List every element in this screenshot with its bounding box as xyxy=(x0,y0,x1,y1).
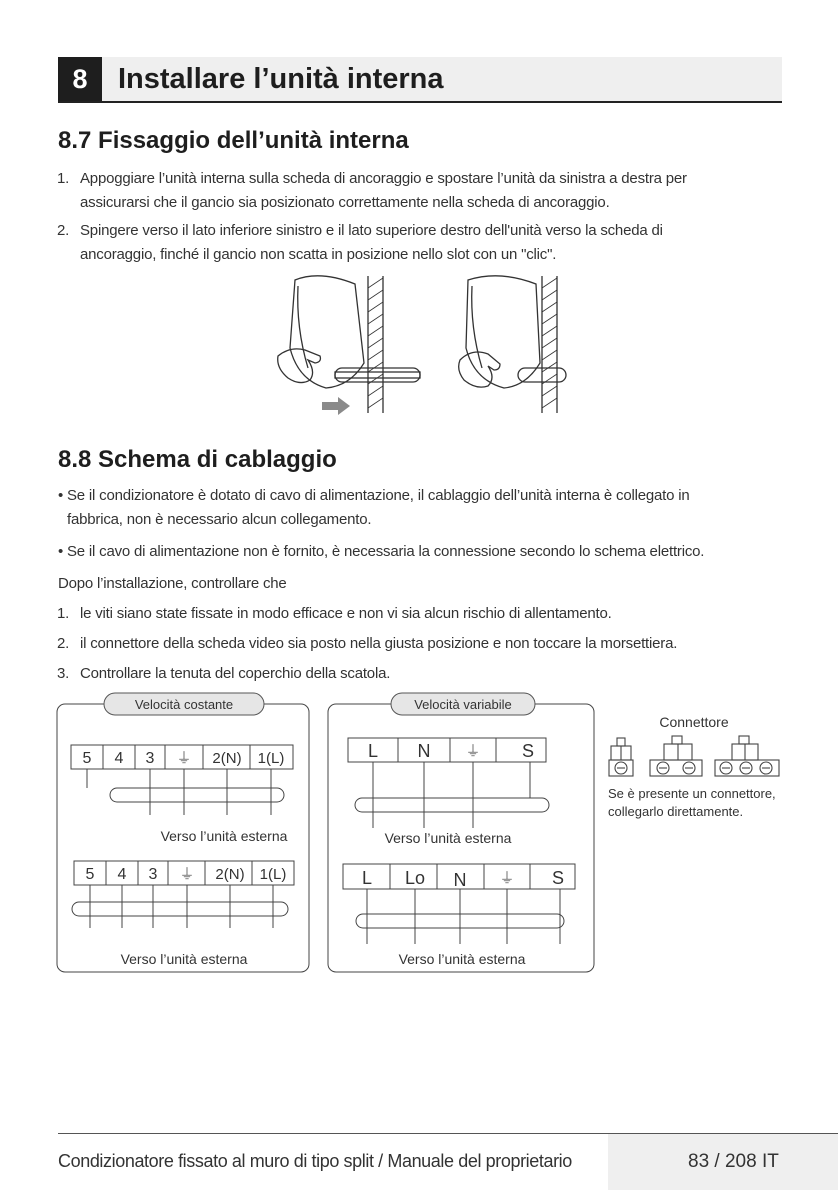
check-1 xyxy=(57,602,780,626)
chapter-number: 8 xyxy=(58,57,102,101)
variable-bottom-terminal-ground-icon: ⏚ xyxy=(499,870,515,887)
variable-bottom-caption: Verso l’unità esterna xyxy=(398,951,526,967)
variable-top-terminal-1: L xyxy=(367,741,379,761)
constant-top-terminal-6: 1(L) xyxy=(257,750,285,767)
connector-note-line-1: Se è presente un connettore, xyxy=(608,786,776,801)
check-3-text: Controllare la tenuta del coperchio della scatola. xyxy=(80,665,391,682)
variable-bottom-terminal-2: Lo xyxy=(404,868,426,888)
hand-left-icon xyxy=(278,349,321,383)
variable-cable-top xyxy=(355,798,549,812)
bullet-1-marker: • xyxy=(58,487,64,504)
bullet-2-line-1: Se il cavo di alimentazione non è fornito, è necessaria la connessione secondo lo schema elettrico. xyxy=(67,543,705,560)
section-87-title: 8.7 Fissaggio dell’unità interna xyxy=(58,127,409,154)
constant-top-terminal-ground-icon: ⏚ xyxy=(176,750,192,767)
section-88-title: 8.8 Schema di cablaggio xyxy=(58,446,337,473)
footer-page-number: 83 / 208 IT xyxy=(688,1151,779,1172)
variable-speed-label: Velocità variabile xyxy=(414,697,512,712)
checks-intro: Dopo l’installazione, controllare che xyxy=(58,575,287,592)
check-3 xyxy=(57,662,780,686)
variable-top-terminal-2: N xyxy=(417,741,431,761)
check-1-number: 1. xyxy=(57,605,70,622)
check-3-number: 3. xyxy=(57,665,70,682)
step-2 xyxy=(57,219,780,267)
step-1-line-1: Appoggiare l’unità interna sulla scheda di ancoraggio e spostare l’unità da sinistra a destra per xyxy=(80,170,687,187)
constant-top-caption: Verso l’unità esterna xyxy=(160,828,288,844)
constant-cable-bottom xyxy=(72,902,288,916)
constant-bottom-terminal-2: 4 xyxy=(117,866,127,883)
connector-note-line-2: collegarlo direttamente. xyxy=(608,804,744,819)
push-arrow-icon xyxy=(322,397,350,415)
bullet-1-line-1: Se il condizionatore è dotato di cavo di alimentazione, il cablaggio dell’unità interna è collegato in xyxy=(67,487,690,504)
check-2-text: il connettore della scheda video sia posto nella giusta posizione e non toccare la morsettiera. xyxy=(80,635,678,652)
step-2-line-1: Spingere verso il lato inferiore sinistro e il lato superiore destro dell'unità verso la scheda di xyxy=(80,222,663,239)
constant-bottom-terminal-ground-icon: ⏚ xyxy=(179,866,195,883)
variable-bottom-terminal-1: L xyxy=(361,868,373,888)
indoor-unit-left-icon xyxy=(290,276,364,388)
connector-title: Connettore xyxy=(659,714,729,730)
step-1-number: 1. xyxy=(57,170,70,187)
bullet-2 xyxy=(58,540,782,564)
variable-top-terminal-4: S xyxy=(521,741,535,761)
constant-top-terminal-5: 2(N) xyxy=(212,750,242,767)
step-2-number: 2. xyxy=(57,222,70,239)
constant-top-terminal-3: 3 xyxy=(145,750,155,767)
constant-speed-label: Velocità costante xyxy=(134,697,234,712)
check-2 xyxy=(57,632,780,656)
fixing-illustration xyxy=(260,268,580,418)
indoor-unit-right-icon xyxy=(466,276,540,388)
variable-bottom-terminal-3: N xyxy=(453,870,467,890)
step-1 xyxy=(57,167,780,215)
constant-top-terminal-2: 4 xyxy=(114,750,124,767)
chapter-title: Installare l’unità interna xyxy=(118,63,444,95)
bullet-2-marker: • xyxy=(58,543,64,560)
constant-bottom-terminal-1: 5 xyxy=(85,866,95,883)
check-1-text: le viti siano state fissate in modo efficace e non vi sia alcun rischio di allentamento. xyxy=(80,605,612,622)
bullet-1-line-2: fabbrica, non è necessario alcun collegamento. xyxy=(67,511,372,528)
constant-bottom-terminal-3: 3 xyxy=(148,866,158,883)
connector-icon xyxy=(609,736,779,776)
variable-bottom-terminal-5: S xyxy=(551,868,565,888)
constant-bottom-terminal-5: 2(N) xyxy=(215,866,245,883)
check-2-number: 2. xyxy=(57,635,70,652)
constant-top-terminal-1: 5 xyxy=(82,750,92,767)
constant-cable-top xyxy=(110,788,284,802)
bullet-1 xyxy=(58,484,782,532)
constant-bottom-terminal-6: 1(L) xyxy=(259,866,287,883)
variable-top-terminal-ground-icon: ⏚ xyxy=(465,743,481,760)
constant-bottom-caption: Verso l’unità esterna xyxy=(120,951,248,967)
step-2-line-2: ancoraggio, finché il gancio non scatta in posizione nello slot con un "clic". xyxy=(80,246,557,263)
footer-document-title: Condizionatore fissato al muro di tipo split / Manuale del proprietario xyxy=(58,1151,572,1171)
variable-top-caption: Verso l’unità esterna xyxy=(384,830,512,846)
step-1-line-2: assicurarsi che il gancio sia posizionato correttamente nella scheda di ancoraggio. xyxy=(80,194,610,211)
wiring-diagrams xyxy=(0,688,838,988)
